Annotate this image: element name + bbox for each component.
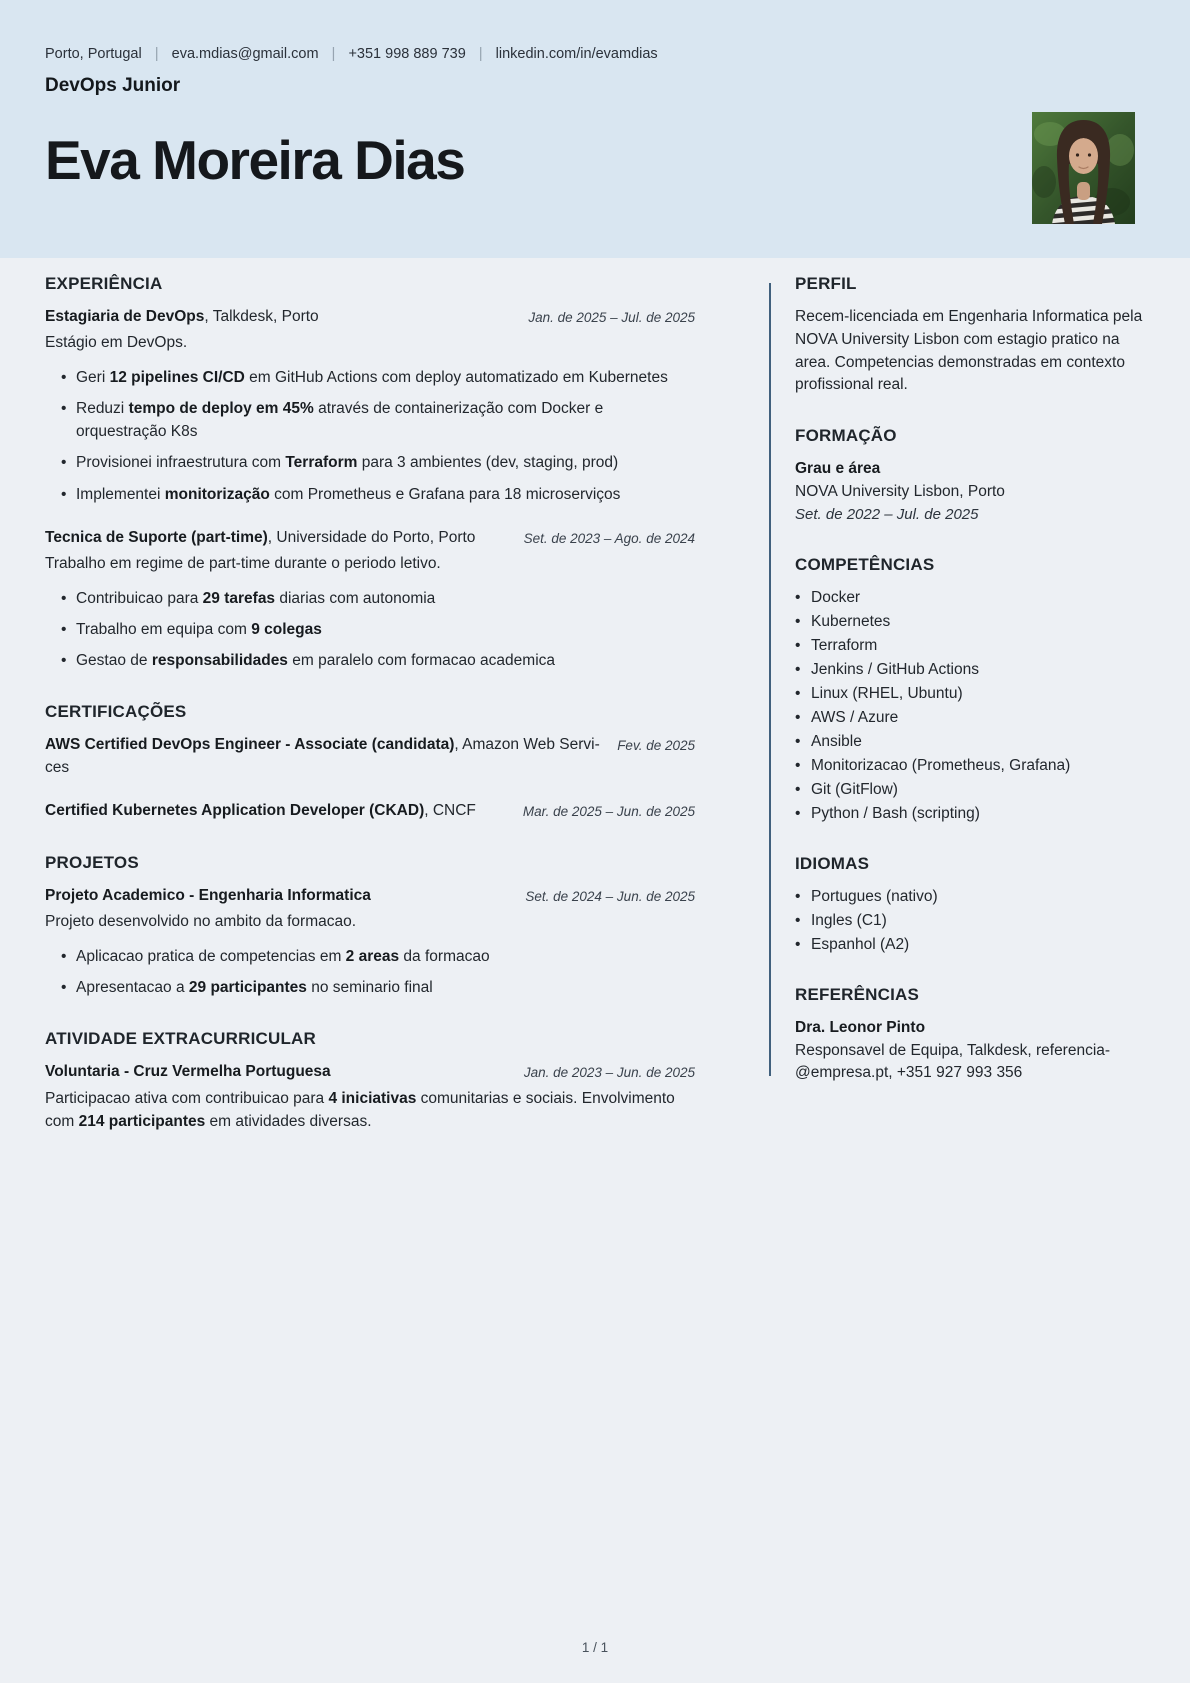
entry-header <box>45 527 695 549</box>
profile-photo <box>1032 112 1135 224</box>
entry-description <box>45 552 695 575</box>
entry-title <box>45 800 511 822</box>
entry-title <box>45 1061 512 1083</box>
degree-name: Grau e área <box>795 460 881 478</box>
bullet-item <box>45 945 695 968</box>
bullet-item <box>45 366 695 389</box>
section-heading: PROJETOS <box>45 852 139 872</box>
text-run: Provisionei infraestrutura com <box>76 454 286 472</box>
entry-description <box>45 910 695 933</box>
list-item: • Linux (RHEL, Ubuntu) <box>795 683 1145 705</box>
entry-header <box>45 306 695 328</box>
emphasis-text: Terraform <box>285 454 358 472</box>
emphasis-text: tempo de deploy em 45% <box>128 399 314 417</box>
idiomas-list <box>795 886 1145 956</box>
bullet-item <box>45 649 695 672</box>
section-perfil <box>795 274 1145 397</box>
entry <box>45 306 695 506</box>
reference-name: Dra. Leonor Pinto <box>795 1018 926 1036</box>
emphasis-text: 12 pipelines CI/CD <box>109 368 245 386</box>
entry-header <box>45 885 695 907</box>
entry-header <box>45 800 695 822</box>
entry-title-suffix: , CNCF <box>424 802 476 820</box>
text-run: Participacao ativa com contribuicao para <box>45 1089 329 1107</box>
bullet-item <box>45 587 695 610</box>
education-date: Set. de 2022 – Jul. de 2025 <box>795 505 979 523</box>
text-run: em atividades diversas. <box>205 1112 372 1130</box>
entry <box>45 800 695 822</box>
bullet-item <box>45 483 695 506</box>
text-run: Geri <box>76 368 110 386</box>
section-referencias <box>795 985 1145 1085</box>
section-certificacoes <box>45 702 695 822</box>
text-run: através de containerização com Docker e orquestração K8s <box>76 399 604 441</box>
section-heading: FORMAÇÃO <box>795 426 897 446</box>
list-item: • Terraform <box>795 635 1145 657</box>
text-run: com Prometheus e Grafana para 18 microserviços <box>269 485 621 503</box>
text-run: para 3 ambientes (dev, staging, prod) <box>357 454 619 472</box>
bullet-item <box>45 618 695 641</box>
page-footer <box>0 1640 1190 1655</box>
section-heading: CERTIFICAÇÕES <box>45 702 187 722</box>
section-heading: PERFIL <box>795 274 857 293</box>
entry-description <box>45 1087 695 1134</box>
entry-title <box>45 527 512 549</box>
column-divider <box>769 283 771 1076</box>
entry-title-suffix: , Talkdesk, Porto <box>204 308 319 325</box>
section-experiencia <box>45 274 695 672</box>
section-competencias <box>795 555 1145 825</box>
emphasis-text: responsabilidades <box>151 652 288 670</box>
entry <box>45 885 695 999</box>
entry-title <box>45 306 516 328</box>
contact-item: eva.mdias@gmail.com <box>171 45 319 62</box>
entry-title-suffix: , Amazon Web Services <box>45 736 600 776</box>
list-item: • Docker <box>795 587 1145 609</box>
bullet-list <box>45 945 695 1000</box>
section-idiomas <box>795 854 1145 956</box>
reference-details: Responsavel de Equipa, Talkdesk, referencia-@empresa.pt, +351 927 993 356 <box>795 1041 1111 1082</box>
profile-summary: Recem-licenciada em Engenharia Informatica pela NOVA University Lisbon com estagio pratico na area. Competencias demonstradas em contexto profissional real. <box>795 308 1143 394</box>
entry-date: Jan. de 2025 – Jul. de 2025 <box>528 310 695 325</box>
emphasis-text: 9 colegas <box>251 620 322 638</box>
text-run: em GitHub Actions com deploy automatizado em Kubernetes <box>244 368 668 386</box>
entry <box>45 1061 695 1133</box>
entry-title-main: AWS Certified DevOps Engineer - Associate (candidata) <box>45 736 455 754</box>
text-run: Projeto desenvolvido no ambito da formacao. <box>45 913 357 931</box>
entry-header <box>45 734 695 779</box>
list-item: • Portugues (nativo) <box>795 886 1145 908</box>
resume-header <box>0 0 1190 258</box>
job-title: DevOps Junior <box>45 75 181 96</box>
school-name: NOVA University Lisbon, Porto <box>795 482 1005 500</box>
text-run: Estágio em DevOps. <box>45 334 188 352</box>
text-run: no seminario final <box>306 978 433 996</box>
entry-title <box>45 885 513 907</box>
bullet-item <box>45 976 695 999</box>
text-run: Gestao de <box>76 652 152 670</box>
section-projetos <box>45 853 695 999</box>
list-item: • Git (GitFlow) <box>795 779 1145 801</box>
emphasis-text: 29 tarefas <box>202 589 276 607</box>
contact-item: Porto, Portugal <box>45 45 142 62</box>
list-item: • Monitorizacao (Prometheus, Grafana) <box>795 755 1145 777</box>
emphasis-text: 214 participantes <box>78 1112 206 1130</box>
entry-header <box>45 1061 695 1083</box>
candidate-name: Eva Moreira Dias <box>45 129 465 191</box>
text-run: da formacao <box>399 947 490 965</box>
emphasis-text: 2 areas <box>345 947 400 965</box>
bullet-item <box>45 451 695 474</box>
list-item: • Espanhol (A2) <box>795 934 1145 956</box>
entry-title-suffix: , Universidade do Porto, Porto <box>267 528 476 546</box>
bullet-item <box>45 397 695 444</box>
emphasis-text: monitorização <box>164 485 270 503</box>
section-formacao <box>795 426 1145 526</box>
section-heading: COMPETÊNCIAS <box>795 554 935 574</box>
entry <box>45 734 695 779</box>
entry-title-main: Estagiaria de DevOps <box>45 308 205 325</box>
entry-date: Mar. de 2025 – Jun. de 2025 <box>522 804 695 820</box>
entry-title-main: Tecnica de Suporte (part-time) <box>45 528 268 546</box>
list-item: • Jenkins / GitHub Actions <box>795 659 1145 681</box>
entry-title-main: Voluntaria - Cruz Vermelha Portuguesa <box>45 1063 331 1081</box>
resume-body <box>0 258 1190 1163</box>
text-run: Implementei <box>76 485 165 503</box>
contact-separator: | <box>478 45 483 62</box>
text-run: Contribuicao para <box>76 589 203 607</box>
list-item: • Kubernetes <box>795 611 1145 633</box>
contact-separator: | <box>154 45 159 62</box>
page-indicator: 1 / 1 <box>581 1640 609 1655</box>
text-run: Reduzi <box>76 399 129 417</box>
emphasis-text: 4 iniciativas <box>328 1089 417 1107</box>
section-heading: EXPERIÊNCIA <box>45 274 163 293</box>
entry <box>45 527 695 672</box>
left-column <box>45 258 695 1163</box>
text-run: Aplicacao pratica de competencias em <box>76 947 346 965</box>
text-run: em paralelo com formacao academica <box>287 652 556 670</box>
contact-row <box>45 45 1145 62</box>
list-item: • Ansible <box>795 731 1145 753</box>
list-item: • Ingles (C1) <box>795 910 1145 932</box>
contact-separator: | <box>331 45 336 62</box>
contact-item: linkedin.com/in/evamdias <box>495 45 658 62</box>
section-atividade-extracurricular <box>45 1029 695 1133</box>
entry-title-main: Certified Kubernetes Application Developer (CKAD) <box>45 802 425 820</box>
entry-date: Fev. de 2025 <box>617 738 695 754</box>
list-item: • AWS / Azure <box>795 707 1145 729</box>
right-column <box>769 258 1145 1163</box>
entry-date: Set. de 2024 – Jun. de 2025 <box>525 888 695 904</box>
text-run: comunitarias e sociais. Envolvimento com <box>45 1089 675 1130</box>
emphasis-text: 29 participantes <box>188 978 307 996</box>
bullet-list <box>45 366 695 506</box>
entry-date: Jan. de 2023 – Jun. de 2025 <box>523 1065 695 1081</box>
entry-title <box>45 734 605 779</box>
section-heading: IDIOMAS <box>795 853 870 873</box>
entry-date: Set. de 2023 – Ago. de 2024 <box>523 530 695 546</box>
competencias-list <box>795 587 1145 825</box>
contact-item: +351 998 889 739 <box>348 45 466 62</box>
text-run: Trabalho em equipa com <box>76 620 252 638</box>
bullet-list <box>45 587 695 673</box>
entry-title-main: Projeto Academico - Engenharia Informatica <box>45 886 371 904</box>
text-run: Trabalho em regime de part-time durante o periodo letivo. <box>45 555 441 573</box>
text-run: Apresentacao a <box>76 978 189 996</box>
text-run: diarias com autonomia <box>275 589 436 607</box>
list-item: • Python / Bash (scripting) <box>795 803 1145 825</box>
entry-description <box>45 331 695 354</box>
profile-photo-image <box>1032 112 1135 224</box>
section-heading: REFERÊNCIAS <box>795 984 920 1004</box>
section-heading: ATIVIDADE EXTRACURRICULAR <box>45 1029 317 1049</box>
